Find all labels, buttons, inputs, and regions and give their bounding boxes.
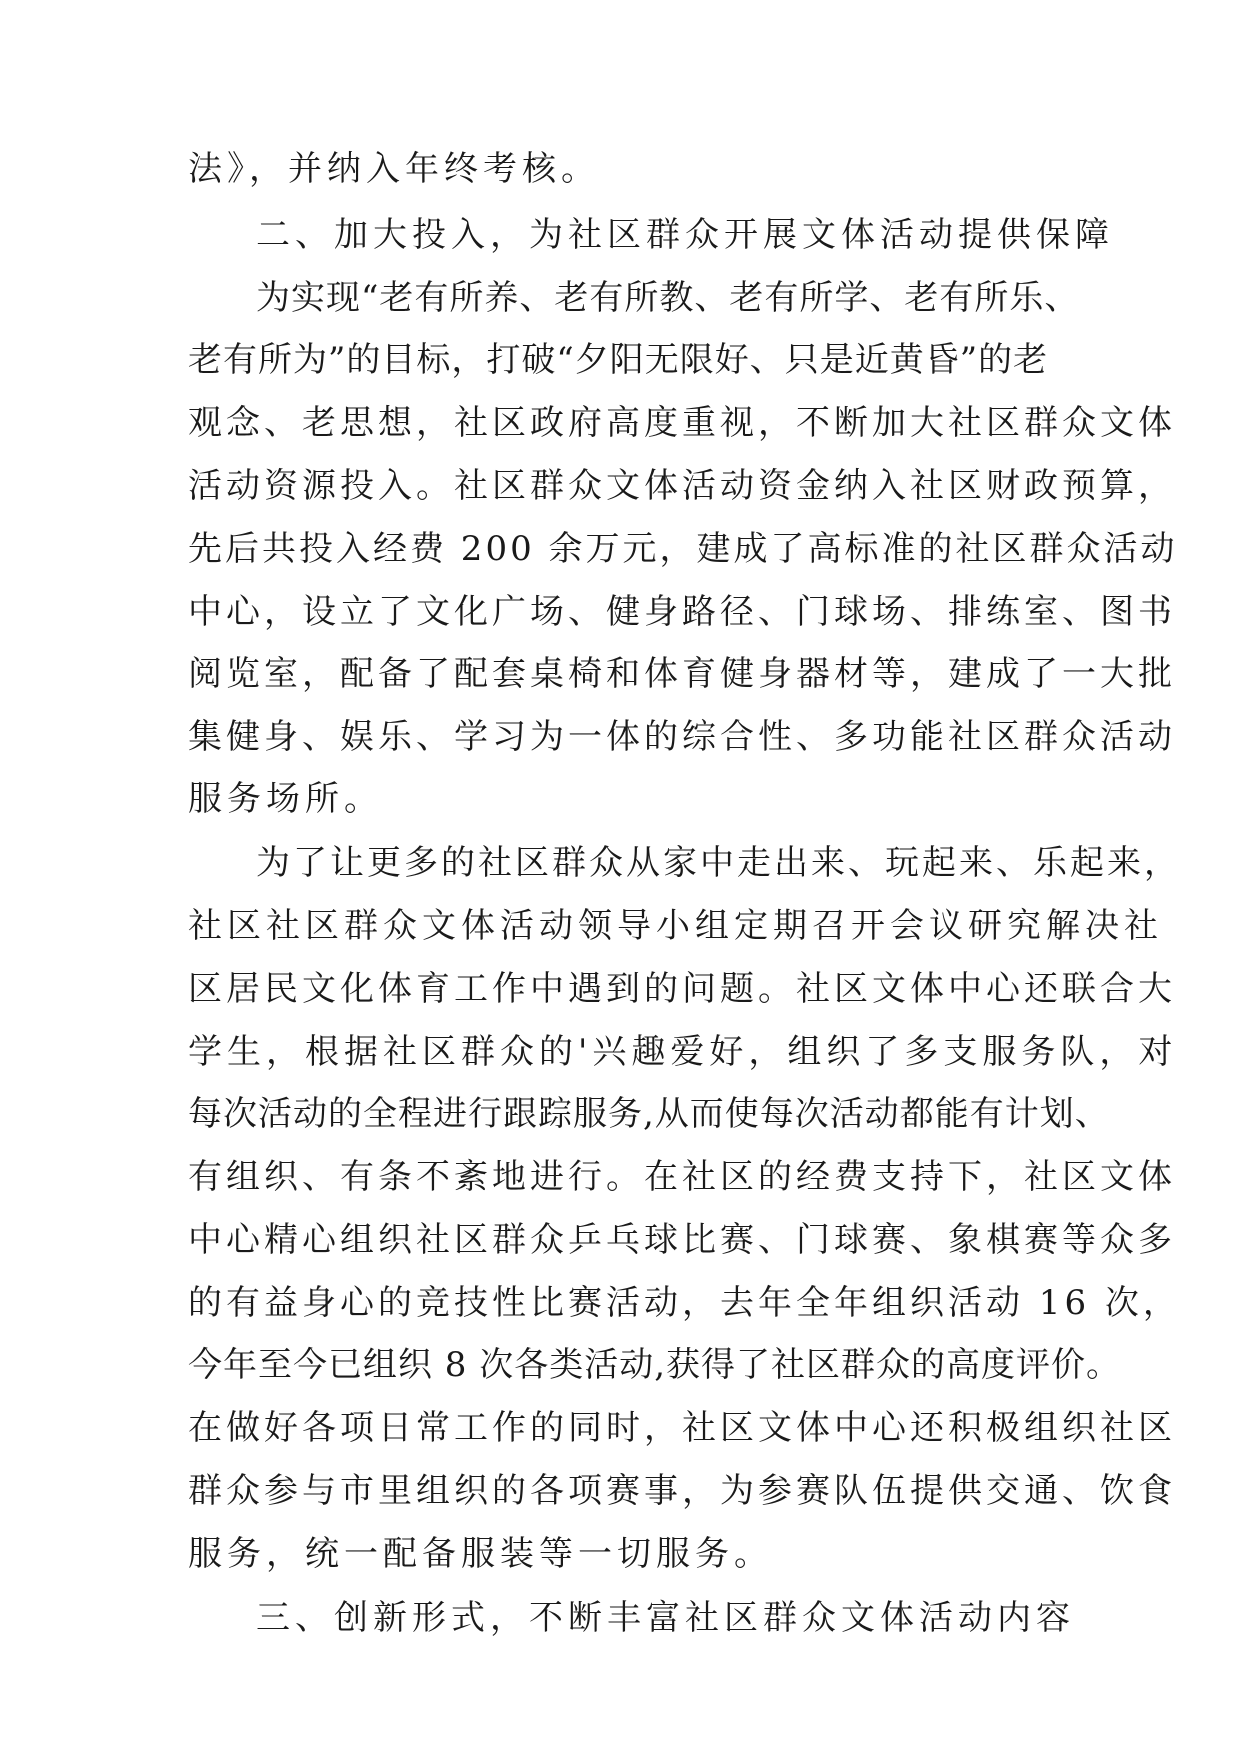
- text-line: 今年至今已组织 8 次各类活动,获得了社区群众的高度评价。: [188, 1345, 1122, 1385]
- text-line: 在做好各项日常工作的同时，社区文体中心还积极组织社区: [188, 1408, 1176, 1448]
- text-line: 服务场所。: [188, 779, 383, 819]
- text-line: 阅览室，配备了配套桌椅和体育健身器材等，建成了一大批: [188, 654, 1176, 694]
- section-heading: 二、加大投入，为社区群众开展文体活动提供保障: [256, 215, 1114, 255]
- text-line: 活动资源投入。社区群众文体活动资金纳入社区财政预算，: [188, 466, 1176, 506]
- text-line: 观念、老思想，社区政府高度重视，不断加大社区群众文体: [188, 403, 1176, 443]
- section-heading: 三、创新形式，不断丰富社区群众文体活动内容: [256, 1598, 1075, 1638]
- text-line: 群众参与市里组织的各项赛事，为参赛队伍提供交通、饮食: [188, 1471, 1176, 1511]
- text-line: 社区社区群众文体活动领导小组定期召开会议研究解决社: [188, 906, 1163, 946]
- text-line: 的有益身心的竞技性比赛活动，去年全年组织活动 16 次，: [188, 1283, 1181, 1323]
- text-line: 每次活动的全程进行跟踪服务,从而使每次活动都能有计划、: [188, 1094, 1110, 1134]
- text-line: 中心，设立了文化广场、健身路径、门球场、排练室、图书: [188, 592, 1176, 632]
- text-line: 老有所为”的目标，打破“夕阳无限好、只是近黄昏”的老: [188, 340, 1049, 380]
- text-line: 中心精心组织社区群众乒乓球比赛、门球赛、象棋赛等众多: [188, 1220, 1176, 1260]
- text-line: 有组织、有条不紊地进行。在社区的经费支持下，社区文体: [188, 1157, 1176, 1197]
- text-line: 先后共投入经费 200 余万元，建成了高标准的社区群众活动: [188, 529, 1178, 569]
- text-line: 服务，统一配备服装等一切服务。: [188, 1534, 773, 1574]
- text-line: 为了让更多的社区群众从家中走出来、玩起来、乐起来，: [256, 843, 1181, 883]
- text-line: 法》，并纳入年终考核。: [188, 149, 600, 189]
- text-line: 区居民文化体育工作中遇到的问题。社区文体中心还联合大: [188, 969, 1176, 1009]
- text-line: 集健身、娱乐、学习为一体的综合性、多功能社区群众活动: [188, 717, 1176, 757]
- text-line: 学生，根据社区群众的'兴趣爱好，组织了多支服务队，对: [188, 1032, 1178, 1072]
- text-line: 为实现“老有所养、老有所教、老有所学、老有所乐、: [256, 278, 1080, 318]
